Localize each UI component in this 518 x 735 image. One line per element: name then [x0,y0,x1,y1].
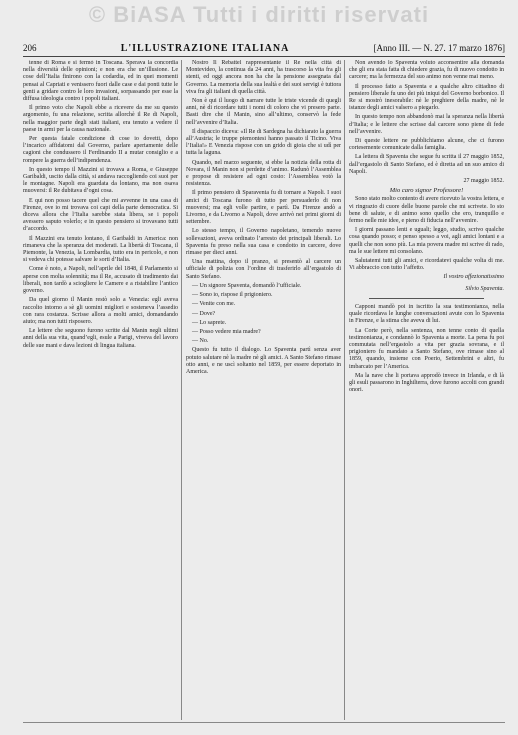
dialogue-line: — Dove? [192,310,216,317]
column-2 [186,60,341,720]
article-columns [23,60,505,720]
paragraph: Il primo pensiero di Sparaventa fu di tornare a Napoli. I suoi amici di Toscana furono di tutto per persuaderlo di non muoversi; ma egli volle partire, e partì. Da Firenze andò a Livorno, e da Livorno a Napoli, dove arrivò nei primi giorni di settembre. [186,190,341,226]
issue-info: [Anno III. — N. 27. 17 marzo 1876] [373,43,505,53]
paragraph: Il dispaccio diceva: «Il Re di Sardegna ha dichiarato la guerra all’Austria; le truppe piemontesi hanno passato il Ticino. Viva l’Italia!» E Venezia rispose con un grido di gioia che si udì per tutta la laguna. [186,128,341,157]
paragraph: Questo fu tutto il dialogo. Lo Spaventa partì senza aver potuto salutare nè la madre nè gli amici. A Santo Stefano rimase otto anni, e ne uscì soltanto nel 1859, per essere deportato in America. [186,347,341,375]
copyright-watermark: © BiASA Tutti i diritti riservati [88,2,430,27]
page-header [23,40,505,56]
paragraph: Nostro Il Rebattel rappresentante il Re nella città di Montevideo, la continua da 24 anni, ha trascorso la vita fra gli stenti, ed oggi ancora non ha che la pensione assegnata dal Governo. La memoria della sua lealtà e dei suoi servigi è tuttora viva fra gli italiani di quella città. [186,60,341,95]
dialogue-line: — Un signore Spaventa, domandò l’ufficiale. [192,282,302,289]
letter-body: Salutatemi tutti gli amici, e ricordatevi qualche volta di me. Vi abbraccio con tutto l’affetto. [349,258,504,272]
column-1 [23,60,178,720]
paragraph: Per questa fatale condizione di cose io dovetti, dopo l’incarico affidatomi dal Governo, parlare apertamente delle cagioni che condussero il Ferdinando II a mutar consiglio e a rompere la guerra dell’indipendenza. [23,136,178,164]
paragraph: Di queste lettere ne pubblichiamo alcune, che ci furono cortesemente comunicate dalla famiglia. [349,138,504,152]
paragraph: Le lettere che seguono furono scritte dal Manin negli ultimi anni della sua vita, quand’egli, esule a Parigi, viveva del lavoro delle sue mani e dava lezioni di lingua italiana. [23,328,178,349]
paragraph: Non avendo lo Spaventa voluto acconsentire alla domanda che gli era stata fatta di chiedere grazia, fu di nuovo condotto in carcere; ma la fermezza del suo animo non venne mai meno. [349,60,504,81]
letter-body: I giorni passano lenti e uguali; leggo, studio, scrivo qualche cosa quando posso; e penso spesso a voi, agli amici lontani e a quelli che non sono più. La mia povera madre mi scrive di rado, ma le sue lettere mi consolano. [349,227,504,255]
letter-signature: Silvio Spaventa. [465,285,504,292]
paragraph: In questo tempo il Mazzini si trovava a Roma, e Giuseppe Garibaldi, uscito dalla città, si andava raccogliendo coi suoi per le montagne. Napoli era guardata da lontano, ma non osava muoversi: il Re dubitava d’ogni cosa. [23,166,178,195]
dialogue-line: — Posso vedere mia madre? [192,328,261,335]
paragraph: E qui non posso tacere quel che mi avvenne in una casa di Firenze, ove io mi trovava coi capi della parte democratica. Si diceva allora che l’Italia sarebbe stata libera, se i popoli avessero saputo volerlo; e in questo pensiero si trovavano tutti d’accordo. [23,197,178,233]
page-number: 206 [23,43,37,53]
paragraph: In questo tempo non abbandonò mai la speranza nella libertà d’Italia; e le lettere che scrisse dal carcere sono piene di fede nell’avvenire. [349,114,504,135]
paragraph: Il primo voto che Napoli ebbe a ricevere da me su questo argomento, fu una relazione, scritta allorchè il Re di Napoli, nella maggior parte degli stati italiani, era tenuto a vedere il paese in armi per la causa nazionale. [23,105,178,133]
paragraph: tenne di Roma e si fermò in Toscana. Sperava la concordia nella diversità delle opinioni; e non era che un’illusione. Le cose dell’Italia finirono con la codardia, ed in quei momenti pensai al Capriati e venissero fuori dalle case e dai ponti tutte le genti a gridare contro le loro invasioni, sorpassando per esse la diffusa ideologia contro i popoli italiani. [23,60,178,103]
dialogue-line: — Sono io, rispose il prigioniero. [192,292,273,299]
paragraph: Lo stesso tempo, il Governo napoletano, temendo nuove sollevazioni, aveva ordinato l’arresto dei principali liberali. Lo Spaventa fu preso nella sua casa e condotto in carcere, dove rimase per dieci anni. [186,228,341,257]
paragraph: La Corte però, nella sentenza, non tenne conto di quella testimonianza, e condannò lo Spaventa a morte. La pena fu poi commutata nell’ergastolo a vita per grazia sovrana, e il prigioniero fu mandato a Santo Stefano, ove rimase sino al 1859, quando, insieme con Poerio, Settembrini e altri, fu imbarcato per l’America. [349,327,504,370]
paragraph: Capponi mandò poi in iscritto la sua testimonianza, nella quale ricordava le lunghe conversazioni avute con lo Spaventa in Firenze, e la stima che aveva di lui. [349,303,504,325]
section-divider [369,298,484,299]
dialogue-line: — Venite con me. [192,301,236,308]
paragraph: Il processo fatto a Spaventa e a qualche altro cittadino di pensiero liberale fu uno dei più iniqui del Governo borbonico. Il Re si mostrò inesorabile: nè le preghiere della madre, nè le istanze degli amici valsero a piegarlo. [349,83,504,112]
paragraph: Il Mazzini era tenuto lontano, il Garibaldi in America: non rimaneva che la speranza dei moderati. La libertà di Toscana, il Piemonte, la Venezia, la Lombardia, tutto era in pericolo, e non si vedeva chi potesse salvare le sorti d’Italia. [23,235,178,264]
footer-rule [23,722,505,723]
column-3 [349,60,504,720]
paragraph: Una mattina, dopo il pranzo, si presentò al carcere un ufficiale di polizia con l’ordine di trasferirlo all’ergastolo di Santo Stefano. [186,259,341,280]
paragraph: Quando, nel marzo seguente, si ebbe la notizia della rotta di Novara, il Manin non si perdette d’animo. Radunò l’Assemblea e propose di resistere ad ogni costo: l’Assemblea votò la resistenza. [186,159,341,188]
header-rule [23,56,505,57]
paragraph: Non è qui il luogo di narrare tutte le triste vicende di quegli anni, nè di ricordare tutti i nomi di coloro che vi presero parte. Basti dire che il Manin, sino all’ultimo, conservò la fede nell’avvenire d’Italia. [186,98,341,126]
paragraph: La lettera di Spaventa che segue fu scritta il 27 maggio 1852, dall’ergastolo di Santo Stefano, ed è diretta ad un suo amico di Napoli. [349,154,504,175]
dialogue-line: — No. [192,338,209,345]
paragraph: Da quel giorno il Manin restò solo a Venezia: egli aveva raccolto intorno a sè gli uomini migliori e sosteneva l’assedio con rara costanza. Scrisse allora a molti amici, domandando aiuto; ma non tutti risposero. [23,297,178,325]
paragraph: Come è noto, a Napoli, nell’aprile del 1848, il Parlamento si aperse con molta solennità; ma il Re, accusato di tradimento dai liberali, non tardò a sciogliere le Camere e a ristabilire l’antico governo. [23,266,178,295]
magazine-title: L'ILLUSTRAZIONE ITALIANA [120,42,290,54]
paragraph: Ma la nave che li portava approdò invece in Irlanda, e di là gli esuli passarono in Inghilterra, dove furono accolti con grandi onori. [349,372,504,394]
letter-body: Sono stato molto contento di avere ricevuto la vostra lettera, e vi ringrazio di cuore delle buone parole che mi scrivete. Io sto bene di salute, e di animo sono quello che ero, tranquillo e fermo nelle mie idee, e pieno di fiducia nell’avvenire. [349,196,504,225]
letter-salutation: Mio caro signor Professore! [389,187,464,195]
dialogue-line: — Lo saprete. [192,319,227,326]
letter-date: 27 maggio 1852. [463,178,504,185]
letter-closing: Il vostro affezionatissimo [443,274,504,281]
